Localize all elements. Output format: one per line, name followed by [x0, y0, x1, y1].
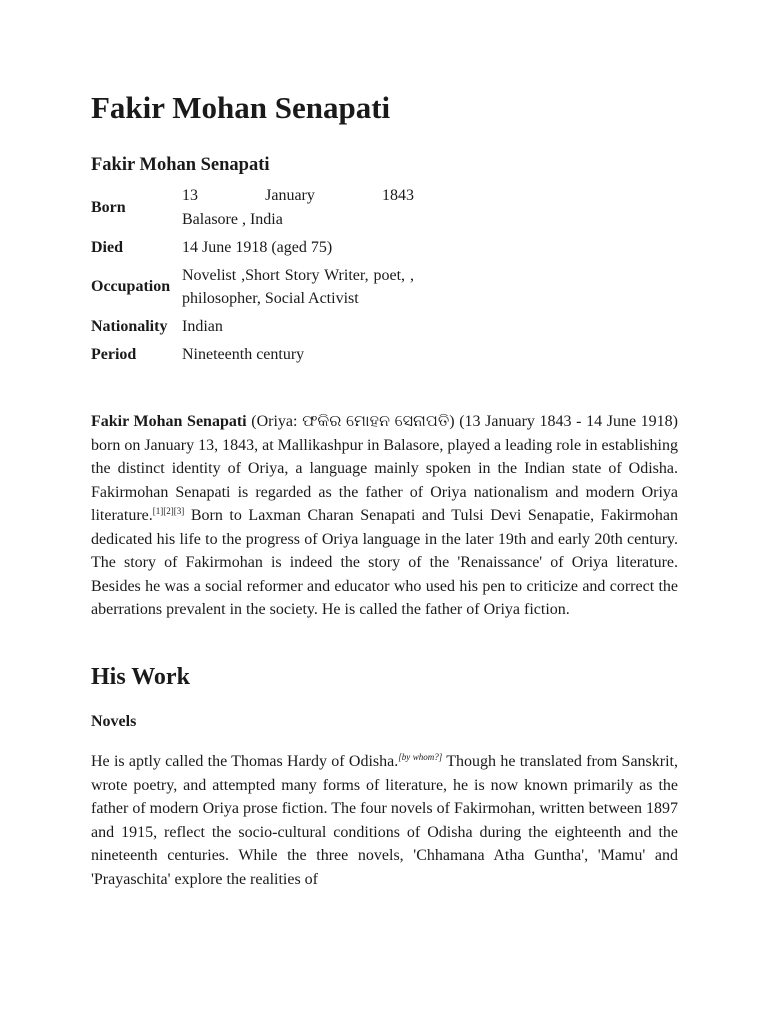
infobox-value-died: 14 June 1918 (aged 75) — [182, 238, 333, 256]
infobox-value-born — [182, 184, 414, 231]
infobox-caption: Fakir Mohan Senapati — [91, 155, 270, 175]
born-date — [182, 184, 414, 208]
infobox-row-born — [91, 184, 421, 231]
page-title: Fakir Mohan Senapati — [91, 90, 391, 125]
subsection-heading-novels: Novels — [91, 713, 137, 730]
novels-paragraph — [91, 750, 678, 891]
born-place: Balasore , India — [182, 210, 283, 228]
infobox-value-period: Nineteenth century — [182, 346, 305, 363]
infobox-label-died: Died — [91, 238, 123, 256]
intro-paragraph — [91, 410, 678, 622]
citation-refs-link[interactable]: [1][2][3] — [152, 506, 185, 516]
by-whom-note-link[interactable]: [by whom?] — [398, 752, 443, 762]
born-day: 13 — [182, 187, 198, 204]
infobox-row-occupation — [91, 264, 421, 311]
infobox-row-period — [91, 343, 421, 367]
section-heading-his-work: His Work — [91, 664, 190, 690]
infobox-row-died — [91, 236, 421, 260]
born-year: 1843 — [381, 187, 414, 204]
infobox-label-nationality: Nationality — [91, 318, 168, 335]
intro-subject: Fakir Mohan Senapati — [91, 413, 247, 430]
infobox-value-nationality: Indian — [182, 318, 223, 335]
intro-text: (Oriya: ଫକିର ମୋହନ ସେନାପତି) (13 January 1843 - 14 June 1918) born on January 13, 1843, at Mallikashpur in Balasore, played a leading role in establishing the distinct identity of Oriya, a language mainly spoken in the Indian state of Odisha. Fakirmohan Senapati is regarded as the father of Oriya nationalism and modern Oriya literature. — [91, 413, 678, 524]
infobox-row-nationality — [91, 315, 421, 339]
novels-text: He is aptly called the Thomas Hardy of Odisha. — [91, 753, 399, 770]
infobox-label-occupation: Occupation — [91, 278, 171, 296]
infobox-label-period: Period — [91, 346, 137, 363]
born-month: January — [265, 187, 315, 204]
intro-text-continued: Born to Laxman Charan Senapati and Tulsi Devi Senapatie, Fakirmohan dedicated his life to the progress of Oriya language in the later 19th and early 20th century. The story of Fakirmohan is indeed the story of the 'Renaissance' of Oriya literature. Besides he was a social reformer and educator who used his pen to criticize and correct the aberrations prevalent in the society. He is called the father of Oriya fiction. — [91, 507, 678, 618]
infobox-label-born: Born — [91, 198, 126, 216]
infobox-value-occupation: Novelist ,Short Story Writer, poet, , philosopher, Social Activist — [182, 266, 414, 307]
novels-text-continued: Though he translated from Sanskrit, wrote poetry, and attempted many forms of literature, he is now known primarily as the father of modern Oriya prose fiction. The four novels of Fakirmohan, written between 1897 and 1915, reflect the socio-cultural conditions of Odisha during the eighteenth and the nineteenth centuries. While the three novels, 'Chhamana Atha Guntha', 'Mamu' and 'Prayaschita' explore the realities of — [91, 753, 678, 888]
infobox — [91, 184, 421, 371]
